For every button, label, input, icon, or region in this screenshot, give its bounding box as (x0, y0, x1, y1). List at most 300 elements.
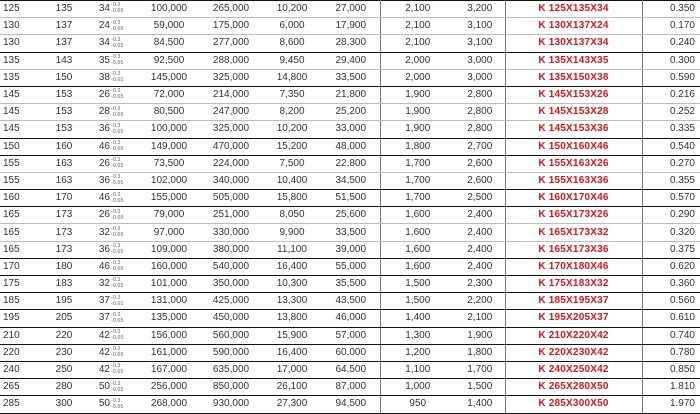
mass-cell: 0.252 (642, 104, 700, 121)
width-cell: 32 (88, 276, 110, 293)
speed-limit-oil-cell: 3,100 (455, 35, 505, 52)
dynamic-load-n-cell: 268,000 (138, 396, 200, 413)
speed-limit-oil-cell: 1,500 (455, 379, 505, 396)
outer-diameter-cell: 163 (40, 172, 88, 189)
speed-limit-oil-cell: 2,400 (455, 207, 505, 224)
width-tolerance-cell (110, 258, 138, 275)
dynamic-load-n-cell: 101,000 (138, 276, 200, 293)
outer-diameter-cell: 180 (40, 258, 88, 275)
dynamic-load-kgf-cell: 13,300 (262, 293, 322, 310)
bearing-designation-cell (505, 104, 642, 121)
width-cell: 34 (88, 1, 110, 18)
bearing-designation-cell (505, 138, 642, 155)
dynamic-load-kgf-cell: 6,000 (262, 18, 322, 35)
speed-limit-oil-cell: 2,700 (455, 138, 505, 155)
speed-limit-grease-cell: 1,600 (380, 258, 455, 275)
speed-limit-grease-cell: 1,000 (380, 379, 455, 396)
table-row (0, 310, 700, 327)
mass-cell: 0.270 (642, 155, 700, 172)
dynamic-load-kgf-cell: 8,200 (262, 104, 322, 121)
tolerance-lower: -0.65 (111, 42, 124, 49)
bearing-code: K 145X153X28 (538, 106, 609, 118)
static-load-kgf-cell: 51,500 (322, 190, 380, 207)
mass-cell: 0.216 (642, 86, 700, 103)
speed-limit-grease-cell: 950 (380, 396, 455, 413)
outer-diameter-cell: 153 (40, 104, 88, 121)
mass-cell: 0.170 (642, 18, 700, 35)
tolerance-upper: -0.3 (111, 225, 121, 232)
bearing-code: K 135X150X38 (538, 71, 609, 83)
table-row (0, 344, 700, 361)
speed-limit-grease-cell: 2,100 (380, 1, 455, 18)
bearing-designation-cell (505, 52, 642, 69)
bearing-designation-cell (505, 310, 642, 327)
tolerance-upper: -0.3 (111, 139, 121, 146)
tolerance-upper: -0.3 (111, 243, 121, 250)
static-load-kgf-cell: 25,200 (322, 104, 380, 121)
static-load-n-cell: 470,000 (200, 138, 262, 155)
speed-limit-grease-cell: 1,500 (380, 293, 455, 310)
outer-diameter-cell: 205 (40, 310, 88, 327)
static-load-n-cell: 930,000 (200, 396, 262, 413)
outer-diameter-cell: 195 (40, 293, 88, 310)
outer-diameter-cell: 137 (40, 35, 88, 52)
mass-cell: 0.620 (642, 258, 700, 275)
bore-diameter-cell: 220 (0, 344, 40, 361)
bearing-designation-cell (505, 361, 642, 378)
speed-limit-oil-cell: 2,800 (455, 104, 505, 121)
outer-diameter-cell: 153 (40, 121, 88, 138)
tolerance-label (110, 260, 124, 272)
tolerance-lower: -0.65 (111, 283, 124, 290)
bearing-designation-cell (505, 69, 642, 86)
bearing-designation-cell (505, 344, 642, 361)
bearing-designation-cell (505, 241, 642, 258)
tolerance-label (110, 346, 124, 358)
speed-limit-grease-cell: 2,100 (380, 18, 455, 35)
dynamic-load-kgf-cell: 8,600 (262, 35, 322, 52)
table-row (0, 172, 700, 189)
static-load-n-cell: 560,000 (200, 327, 262, 344)
static-load-n-cell: 277,000 (200, 35, 262, 52)
bearing-designation-cell (505, 1, 642, 18)
width-tolerance-cell (110, 121, 138, 138)
width-cell: 26 (88, 155, 110, 172)
static-load-n-cell: 265,000 (200, 1, 262, 18)
speed-limit-oil-cell: 3,100 (455, 18, 505, 35)
static-load-n-cell: 635,000 (200, 361, 262, 378)
width-tolerance-cell (110, 155, 138, 172)
dynamic-load-kgf-cell: 9,450 (262, 52, 322, 69)
mass-cell: 0.560 (642, 293, 700, 310)
tolerance-upper: -0.3 (111, 105, 121, 112)
speed-limit-oil-cell: 2,800 (455, 86, 505, 103)
speed-limit-grease-cell: 1,500 (380, 276, 455, 293)
static-load-n-cell: 450,000 (200, 310, 262, 327)
width-cell: 37 (88, 310, 110, 327)
dynamic-load-kgf-cell: 10,200 (262, 1, 322, 18)
table-row (0, 379, 700, 396)
bearing-code: K 145X153X26 (538, 89, 609, 101)
table-body (0, 1, 700, 414)
tolerance-upper: -0.3 (111, 363, 121, 370)
mass-cell: 1.970 (642, 396, 700, 413)
tolerance-lower: -0.65 (111, 386, 124, 393)
speed-limit-grease-cell: 1,900 (380, 121, 455, 138)
width-cell: 35 (88, 52, 110, 69)
width-tolerance-cell (110, 344, 138, 361)
tolerance-label (110, 106, 124, 118)
dynamic-load-kgf-cell: 16,400 (262, 344, 322, 361)
static-load-kgf-cell: 35,500 (322, 276, 380, 293)
bearing-code: K 185X195X37 (538, 295, 609, 307)
speed-limit-grease-cell: 1,800 (380, 138, 455, 155)
dynamic-load-n-cell: 156,000 (138, 327, 200, 344)
dynamic-load-n-cell: 80,500 (138, 104, 200, 121)
static-load-n-cell: 251,000 (200, 207, 262, 224)
speed-limit-grease-cell: 2,100 (380, 35, 455, 52)
tolerance-label (110, 174, 124, 186)
bearing-designation-cell (505, 276, 642, 293)
speed-limit-oil-cell: 1,700 (455, 361, 505, 378)
speed-limit-oil-cell: 2,500 (455, 190, 505, 207)
static-load-kgf-cell: 57,000 (322, 327, 380, 344)
bearing-code: K 165X173X32 (538, 226, 609, 238)
speed-limit-oil-cell: 2,800 (455, 121, 505, 138)
tolerance-upper: -0.3 (111, 19, 121, 26)
table-row (0, 361, 700, 378)
speed-limit-grease-cell: 1,600 (380, 241, 455, 258)
outer-diameter-cell: 135 (40, 1, 88, 18)
table-row (0, 241, 700, 258)
bore-diameter-cell: 125 (0, 1, 40, 18)
dynamic-load-n-cell: 167,000 (138, 361, 200, 378)
static-load-n-cell: 224,000 (200, 155, 262, 172)
bore-diameter-cell: 145 (0, 86, 40, 103)
bore-diameter-cell: 165 (0, 241, 40, 258)
tolerance-label (110, 157, 124, 169)
dynamic-load-n-cell: 131,000 (138, 293, 200, 310)
dynamic-load-n-cell: 97,000 (138, 224, 200, 241)
dynamic-load-kgf-cell: 15,800 (262, 190, 322, 207)
dynamic-load-kgf-cell: 26,100 (262, 379, 322, 396)
mass-cell: 0.290 (642, 207, 700, 224)
mass-cell: 0.240 (642, 35, 700, 52)
speed-limit-grease-cell: 1,700 (380, 190, 455, 207)
tolerance-upper: -0.3 (111, 346, 121, 353)
tolerance-upper: -0.3 (111, 397, 121, 404)
width-tolerance-cell (110, 396, 138, 413)
tolerance-lower: -0.65 (111, 369, 124, 376)
mass-cell: 0.355 (642, 172, 700, 189)
tolerance-upper: -0.3 (111, 208, 121, 215)
bore-diameter-cell: 210 (0, 327, 40, 344)
tolerance-label (110, 226, 124, 238)
outer-diameter-cell: 250 (40, 361, 88, 378)
static-load-kgf-cell: 39,000 (322, 241, 380, 258)
tolerance-label (110, 243, 124, 255)
tolerance-lower: -0.65 (111, 94, 124, 101)
tolerance-label (110, 2, 124, 14)
static-load-kgf-cell: 27,000 (322, 1, 380, 18)
tolerance-lower: -0.65 (111, 128, 124, 135)
bearing-code: K 165X173X36 (538, 243, 609, 255)
width-cell: 28 (88, 104, 110, 121)
bearing-designation-cell (505, 258, 642, 275)
dynamic-load-kgf-cell: 15,900 (262, 327, 322, 344)
outer-diameter-cell: 160 (40, 138, 88, 155)
tolerance-lower: -0.65 (111, 403, 124, 410)
bearing-code: K 155X163X26 (538, 157, 609, 169)
bearing-code: K 220X230X42 (538, 346, 609, 358)
bore-diameter-cell: 130 (0, 18, 40, 35)
width-cell: 46 (88, 258, 110, 275)
outer-diameter-cell: 183 (40, 276, 88, 293)
width-tolerance-cell (110, 361, 138, 378)
bearing-code: K 285X300X50 (538, 398, 609, 410)
width-cell: 42 (88, 344, 110, 361)
static-load-kgf-cell: 46,000 (322, 310, 380, 327)
tolerance-lower: -0.65 (111, 335, 124, 342)
width-cell: 34 (88, 35, 110, 52)
bearing-designation-cell (505, 121, 642, 138)
tolerance-label (110, 209, 124, 221)
speed-limit-oil-cell: 1,800 (455, 344, 505, 361)
static-load-kgf-cell: 29,400 (322, 52, 380, 69)
bearing-designation-cell (505, 207, 642, 224)
tolerance-lower: -0.65 (111, 266, 124, 273)
bearing-code: K 165X173X26 (538, 209, 609, 221)
bearing-code: K 170X180X46 (538, 260, 609, 272)
bore-diameter-cell: 155 (0, 172, 40, 189)
outer-diameter-cell: 137 (40, 18, 88, 35)
dynamic-load-n-cell: 135,000 (138, 310, 200, 327)
tolerance-upper: -0.3 (111, 54, 121, 61)
tolerance-label (110, 277, 124, 289)
dynamic-load-kgf-cell: 17,000 (262, 361, 322, 378)
static-load-n-cell: 214,000 (200, 86, 262, 103)
bore-diameter-cell: 185 (0, 293, 40, 310)
tolerance-label (110, 140, 124, 152)
bore-diameter-cell: 150 (0, 138, 40, 155)
speed-limit-oil-cell: 3,000 (455, 69, 505, 86)
bearing-code: K 130X137X24 (538, 20, 609, 32)
tolerance-upper: -0.3 (111, 88, 121, 95)
speed-limit-oil-cell: 2,600 (455, 155, 505, 172)
outer-diameter-cell: 173 (40, 241, 88, 258)
bearing-designation-cell (505, 379, 642, 396)
width-tolerance-cell (110, 276, 138, 293)
speed-limit-grease-cell: 1,100 (380, 361, 455, 378)
static-load-n-cell: 340,000 (200, 172, 262, 189)
tolerance-lower: -0.65 (111, 163, 124, 170)
speed-limit-grease-cell: 1,900 (380, 86, 455, 103)
speed-limit-grease-cell: 1,700 (380, 155, 455, 172)
dynamic-load-n-cell: 161,000 (138, 344, 200, 361)
tolerance-label (110, 37, 124, 49)
outer-diameter-cell: 230 (40, 344, 88, 361)
dynamic-load-n-cell: 59,000 (138, 18, 200, 35)
mass-cell: 0.320 (642, 224, 700, 241)
bore-diameter-cell: 240 (0, 361, 40, 378)
mass-cell: 0.780 (642, 344, 700, 361)
static-load-n-cell: 288,000 (200, 52, 262, 69)
bearing-designation-cell (505, 155, 642, 172)
outer-diameter-cell: 153 (40, 86, 88, 103)
dynamic-load-n-cell: 73,500 (138, 155, 200, 172)
speed-limit-grease-cell: 2,000 (380, 52, 455, 69)
table-row (0, 190, 700, 207)
table-row (0, 18, 700, 35)
static-load-n-cell: 175,000 (200, 18, 262, 35)
tolerance-label (110, 381, 124, 393)
static-load-n-cell: 425,000 (200, 293, 262, 310)
outer-diameter-cell: 170 (40, 190, 88, 207)
static-load-n-cell: 330,000 (200, 224, 262, 241)
bearing-designation-cell (505, 327, 642, 344)
static-load-n-cell: 325,000 (200, 69, 262, 86)
speed-limit-oil-cell: 2,100 (455, 310, 505, 327)
dynamic-load-n-cell: 79,000 (138, 207, 200, 224)
static-load-n-cell: 505,000 (200, 190, 262, 207)
static-load-kgf-cell: 33,000 (322, 121, 380, 138)
tolerance-upper: -0.3 (111, 277, 121, 284)
speed-limit-oil-cell: 2,400 (455, 224, 505, 241)
dynamic-load-kgf-cell: 10,300 (262, 276, 322, 293)
tolerance-label (110, 20, 124, 32)
mass-cell: 0.375 (642, 241, 700, 258)
mass-cell: 0.570 (642, 190, 700, 207)
width-tolerance-cell (110, 104, 138, 121)
static-load-n-cell: 540,000 (200, 258, 262, 275)
tolerance-upper: -0.3 (111, 36, 121, 43)
speed-limit-oil-cell: 3,200 (455, 1, 505, 18)
speed-limit-grease-cell: 1,300 (380, 327, 455, 344)
mass-cell: 0.610 (642, 310, 700, 327)
speed-limit-grease-cell: 1,700 (380, 172, 455, 189)
dynamic-load-n-cell: 109,000 (138, 241, 200, 258)
mass-cell: 0.590 (642, 69, 700, 86)
dynamic-load-kgf-cell: 7,350 (262, 86, 322, 103)
bearing-code: K 135X143X35 (538, 54, 609, 66)
static-load-kgf-cell: 17,900 (322, 18, 380, 35)
tolerance-label (110, 312, 124, 324)
bearing-code: K 240X250X42 (538, 364, 609, 376)
width-cell: 24 (88, 18, 110, 35)
tolerance-label (110, 295, 124, 307)
speed-limit-oil-cell: 2,600 (455, 172, 505, 189)
table-row (0, 207, 700, 224)
width-tolerance-cell (110, 241, 138, 258)
width-cell: 36 (88, 121, 110, 138)
bearing-code: K 130X137X34 (538, 37, 609, 49)
bore-diameter-cell: 165 (0, 207, 40, 224)
bearing-designation-cell (505, 396, 642, 413)
tolerance-label (110, 363, 124, 375)
bearing-code: K 210X220X42 (538, 329, 609, 341)
table-row (0, 104, 700, 121)
outer-diameter-cell: 173 (40, 207, 88, 224)
mass-cell: 1.810 (642, 379, 700, 396)
tolerance-lower: -0.65 (111, 25, 124, 32)
tolerance-lower: -0.65 (111, 214, 124, 221)
table-row (0, 276, 700, 293)
width-tolerance-cell (110, 18, 138, 35)
tolerance-upper: -0.3 (111, 122, 121, 129)
static-load-kgf-cell: 48,000 (322, 138, 380, 155)
dynamic-load-n-cell: 155,000 (138, 190, 200, 207)
bearing-code: K 150X160X46 (538, 140, 609, 152)
tolerance-label (110, 329, 124, 341)
outer-diameter-cell: 280 (40, 379, 88, 396)
table-row (0, 1, 700, 18)
tolerance-lower: -0.65 (111, 231, 124, 238)
speed-limit-oil-cell: 2,400 (455, 241, 505, 258)
bearing-designation-cell (505, 293, 642, 310)
outer-diameter-cell: 220 (40, 327, 88, 344)
dynamic-load-n-cell: 256,000 (138, 379, 200, 396)
table-row (0, 138, 700, 155)
table-row (0, 293, 700, 310)
mass-cell: 0.740 (642, 327, 700, 344)
dynamic-load-kgf-cell: 27,300 (262, 396, 322, 413)
bore-diameter-cell: 130 (0, 35, 40, 52)
table-row (0, 35, 700, 52)
speed-limit-grease-cell: 1,600 (380, 207, 455, 224)
dynamic-load-n-cell: 160,000 (138, 258, 200, 275)
dynamic-load-kgf-cell: 8,050 (262, 207, 322, 224)
tolerance-lower: -0.65 (111, 352, 124, 359)
width-cell: 36 (88, 241, 110, 258)
table-row (0, 327, 700, 344)
bearing-code: K 155X163X36 (538, 174, 609, 186)
bearing-designation-cell (505, 224, 642, 241)
static-load-kgf-cell: 34,500 (322, 172, 380, 189)
bearing-code: K 160X170X46 (538, 192, 609, 204)
width-tolerance-cell (110, 310, 138, 327)
bore-diameter-cell: 135 (0, 69, 40, 86)
static-load-kgf-cell: 64,500 (322, 361, 380, 378)
table-row (0, 52, 700, 69)
tolerance-label (110, 71, 124, 83)
width-cell: 26 (88, 207, 110, 224)
dynamic-load-kgf-cell: 10,400 (262, 172, 322, 189)
dynamic-load-kgf-cell: 11,100 (262, 241, 322, 258)
static-load-n-cell: 590,000 (200, 344, 262, 361)
dynamic-load-kgf-cell: 14,800 (262, 69, 322, 86)
dynamic-load-n-cell: 92,500 (138, 52, 200, 69)
static-load-kgf-cell: 55,000 (322, 258, 380, 275)
mass-cell: 0.850 (642, 361, 700, 378)
tolerance-upper: -0.3 (111, 2, 121, 9)
width-cell: 46 (88, 138, 110, 155)
mass-cell: 0.540 (642, 138, 700, 155)
bearing-code: K 175X183X32 (538, 278, 609, 290)
static-load-kgf-cell: 94,500 (322, 396, 380, 413)
width-tolerance-cell (110, 86, 138, 103)
width-tolerance-cell (110, 327, 138, 344)
static-load-kgf-cell: 43,500 (322, 293, 380, 310)
static-load-kgf-cell: 21,800 (322, 86, 380, 103)
tolerance-upper: -0.3 (111, 294, 121, 301)
width-tolerance-cell (110, 69, 138, 86)
width-cell: 42 (88, 327, 110, 344)
speed-limit-oil-cell: 2,200 (455, 293, 505, 310)
static-load-kgf-cell: 22,800 (322, 155, 380, 172)
speed-limit-grease-cell: 1,400 (380, 310, 455, 327)
speed-limit-grease-cell: 2,000 (380, 69, 455, 86)
speed-limit-grease-cell: 1,900 (380, 104, 455, 121)
